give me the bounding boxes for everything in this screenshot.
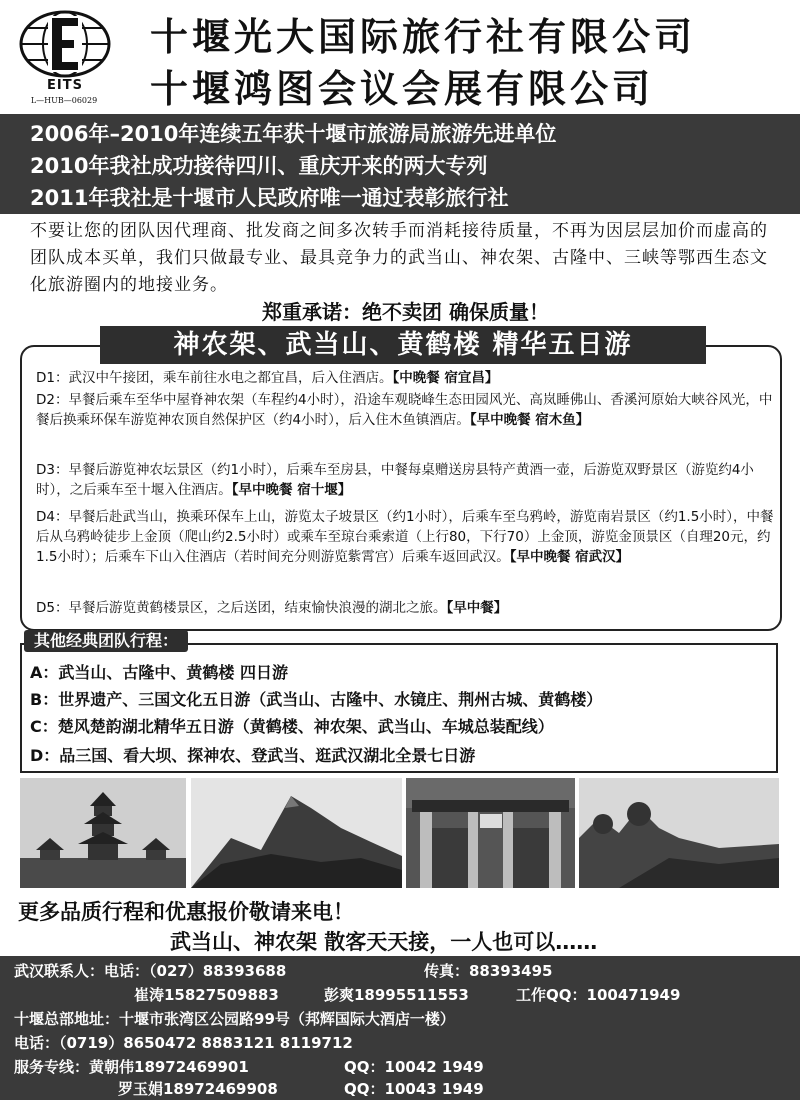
itinerary-day [36, 598, 776, 618]
logo-text: EITS [47, 78, 83, 93]
day-text: D5：早餐后游览黄鹤楼景区，之后送团，结束愉快浪漫的湖北之旅。 [36, 600, 447, 616]
day-meal-tag: 【早中晚餐 宿武汉】 [509, 549, 630, 565]
hotline-1: 服务专线：黄朝伟18972469901 [14, 1058, 249, 1076]
route-item: B：世界遗产、三国文化五日游（武当山、古隆中、水镜庄、荆州古城、黄鹤楼） [30, 690, 603, 709]
hq-address: 十堰总部地址：十堰市张湾区公园路99号（邦辉国际大酒店一楼） [14, 1010, 455, 1028]
honor-line: 2006年–2010年连续五年获十堰市旅游局旅游先进单位 [30, 122, 557, 146]
header [0, 0, 800, 112]
wuhan-contact-phone: 武汉联系人：电话：（027）88393688 [14, 962, 287, 980]
logo-code: L—HUB—06029 [30, 96, 98, 105]
promise-text: 郑重承诺：绝不卖团 确保质量！ [262, 300, 549, 324]
temple-gate-photo [406, 778, 575, 888]
day-text: D3：早餐后游览神农坛景区（约1小时），后乘车至房县，中餐每桌赠送房县特产黄酒一壶，后游览双野景区（游览约4小时），之后乘车至十堰入住酒店。 [36, 462, 754, 498]
day-meal-tag: 【早中晚餐 宿木鱼】 [469, 412, 590, 428]
day-text: D1：武汉中午接团，乘车前往水电之都宜昌，后入住酒店。 [36, 370, 393, 386]
mountain-peak-photo [191, 778, 402, 888]
forest-trail-photo [579, 778, 779, 888]
company-logo [18, 8, 112, 105]
day-text: D4：早餐后赴武当山，换乘环保车上山，游览太子坡景区（约1小时），后乘车至乌鸦岭，游览南岩景区（约1.5小时），中餐后从乌鸦岭徒步上金顶（爬山约2.5小时）或乘车至琼台乘索道（上行80，下行70）上金顶，游览金顶景区（自理20元，约1.5小时）；后乘车下山入住酒店（若时间充分则游览紫霄宫）后乘车返回武汉。 [36, 509, 774, 565]
itinerary-day [36, 390, 776, 430]
hq-phone: 电话：（0719）8650472 8883121 8119712 [14, 1034, 353, 1052]
hotline-2: 罗玉娟18972469908 [118, 1080, 278, 1098]
wuhan-fax: 传真：88393495 [424, 962, 553, 980]
work-qq: 工作QQ：100471949 [516, 986, 681, 1004]
company-name-2: 十堰鸿图会议会展有限公司 [150, 66, 655, 111]
day-text: D2：早餐后乘车至华中屋脊神农架（车程约4小时），沿途车观晓峰生态田园风光、高岚睡佛山、香溪河原始大峡谷风光，中餐后换乘环保车游览神农顶自然保护区（约4小时），后入住木鱼镇酒店。 [36, 392, 773, 428]
yellow-crane-tower-photo [20, 778, 186, 888]
honors-band [0, 114, 800, 214]
day-meal-tag: 【中晚餐 宿宜昌】 [392, 370, 499, 386]
route-item: A：武当山、古隆中、黄鹤楼 四日游 [30, 663, 288, 682]
route-item: C：楚风楚韵湖北精华五日游（黄鹤楼、神农架、武当山、车城总装配线） [30, 717, 554, 736]
itinerary-day [36, 507, 776, 567]
hotline-qq-2: QQ：10043 1949 [344, 1080, 484, 1098]
walk-in-line: 武当山、神农架 散客天天接，一人也可以…… [170, 930, 598, 954]
honor-line: 2010年我社成功接待四川、重庆开来的两大专列 [30, 154, 488, 178]
day-meal-tag: 【早中餐】 [446, 600, 508, 616]
itinerary-day [36, 368, 776, 388]
intro-paragraph: 不要让您的团队因代理商、批发商之间多次转手而消耗接待质量，不再为因层层加价而虚高的团队成本买单，我们只做最专业、最具竞争力的武当山、神农架、古隆中、三峡等鄂西生态文化旅游圈内的地接业务。 [30, 221, 768, 295]
globe-logo-icon [18, 8, 112, 80]
itinerary-day [36, 460, 776, 500]
other-routes-title: 其他经典团队行程： [24, 630, 188, 652]
more-info-line: 更多品质行程和优惠报价敬请来电！ [18, 900, 354, 924]
contact-person-2: 彭爽18995511553 [324, 986, 469, 1004]
contact-person-1: 崔涛15827509883 [134, 986, 279, 1004]
contact-band [0, 956, 800, 1100]
honor-line: 2011年我社是十堰市人民政府唯一通过表彰旅行社 [30, 186, 509, 210]
day-meal-tag: 【早中晚餐 宿十堰】 [231, 482, 352, 498]
route-item: D：品三国、看大坝、探神农、登武当、逛武汉湖北全景七日游 [30, 746, 476, 765]
company-name-1: 十堰光大国际旅行社有限公司 [150, 14, 697, 59]
itinerary-title: 神农架、武当山、黄鹤楼 精华五日游 [100, 326, 706, 364]
hotline-qq-1: QQ：10042 1949 [344, 1058, 484, 1076]
